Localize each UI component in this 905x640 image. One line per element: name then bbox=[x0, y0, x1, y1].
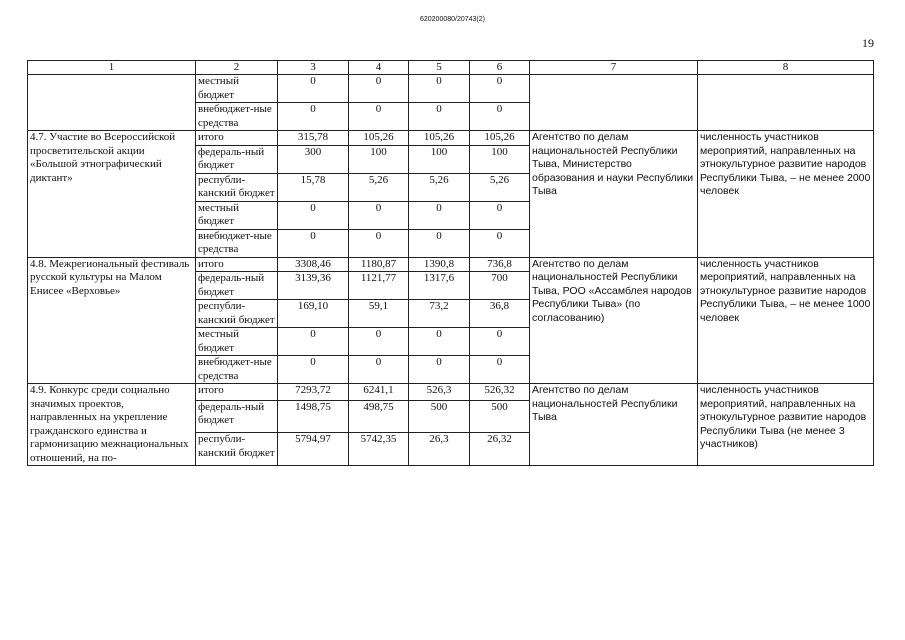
value-cell: 700 bbox=[470, 272, 530, 300]
value-cell: 105,26 bbox=[470, 131, 530, 146]
value-cell: 300 bbox=[278, 145, 349, 173]
value-cell: 500 bbox=[470, 400, 530, 433]
value-cell: 0 bbox=[470, 229, 530, 257]
value-cell: 736,8 bbox=[470, 257, 530, 272]
value-cell: 0 bbox=[409, 356, 470, 384]
executor-cell bbox=[530, 75, 698, 131]
value-cell: 105,26 bbox=[349, 131, 409, 146]
value-cell: 59,1 bbox=[349, 300, 409, 328]
funding-source-cell: республи-канский бюджет bbox=[196, 300, 278, 328]
value-cell: 0 bbox=[278, 356, 349, 384]
page-number: 19 bbox=[862, 36, 874, 50]
funding-source-cell: внебюджет-ные средства bbox=[196, 229, 278, 257]
column-header: 5 bbox=[409, 61, 470, 75]
value-cell: 0 bbox=[470, 103, 530, 131]
value-cell: 315,78 bbox=[278, 131, 349, 146]
value-cell: 0 bbox=[470, 201, 530, 229]
column-header: 3 bbox=[278, 61, 349, 75]
table-row bbox=[28, 257, 874, 272]
executor-cell: Агентство по делам национальностей Республики Тыва, РОО «Ассамблея народов Республики Тыва» (по согласованию) bbox=[530, 257, 698, 384]
value-cell: 0 bbox=[349, 103, 409, 131]
value-cell: 26,32 bbox=[470, 433, 530, 466]
funding-source-cell: республи-канский бюджет bbox=[196, 433, 278, 466]
funding-source-cell: республи-канский бюджет bbox=[196, 173, 278, 201]
funding-source-cell: федераль-ный бюджет bbox=[196, 272, 278, 300]
item-title-cell: 4.9. Конкурс среди социально значимых проектов, направленных на укрепление гражданского единства и гармонизацию межнациональных отношений, на по- bbox=[28, 384, 196, 466]
value-cell: 0 bbox=[349, 328, 409, 356]
document-id: 620200080/20743(2) bbox=[419, 16, 485, 23]
value-cell: 100 bbox=[349, 145, 409, 173]
value-cell: 105,26 bbox=[409, 131, 470, 146]
value-cell: 0 bbox=[278, 229, 349, 257]
value-cell: 1180,87 bbox=[349, 257, 409, 272]
column-header: 2 bbox=[196, 61, 278, 75]
result-cell: численность участников мероприятий, направленных на этнокультурное развитие народов Республики Тыва (не менее 3 участников) bbox=[698, 384, 874, 466]
value-cell: 0 bbox=[409, 103, 470, 131]
executor-cell: Агентство по делам национальностей Республики Тыва, Министерство образования и науки Республики Тыва bbox=[530, 131, 698, 258]
column-header: 1 bbox=[28, 61, 196, 75]
value-cell: 7293,72 bbox=[278, 384, 349, 401]
result-cell bbox=[698, 75, 874, 131]
funding-source-cell: внебюджет-ные средства bbox=[196, 103, 278, 131]
column-header: 7 bbox=[530, 61, 698, 75]
value-cell: 6241,1 bbox=[349, 384, 409, 401]
value-cell: 0 bbox=[470, 328, 530, 356]
value-cell: 0 bbox=[349, 75, 409, 103]
funding-source-cell: итого bbox=[196, 384, 278, 401]
column-header: 8 bbox=[698, 61, 874, 75]
result-cell: численность участников мероприятий, направленных на этнокультурное развитие народов Республики Тыва, – не менее 1000 человек bbox=[698, 257, 874, 384]
program-table bbox=[27, 60, 874, 466]
value-cell: 0 bbox=[470, 356, 530, 384]
funding-source-cell: федераль-ный бюджет bbox=[196, 400, 278, 433]
value-cell: 0 bbox=[278, 75, 349, 103]
value-cell: 0 bbox=[409, 201, 470, 229]
value-cell: 0 bbox=[278, 328, 349, 356]
column-header: 6 bbox=[470, 61, 530, 75]
funding-source-cell: местный бюджет bbox=[196, 328, 278, 356]
value-cell: 498,75 bbox=[349, 400, 409, 433]
funding-source-cell: итого bbox=[196, 131, 278, 146]
value-cell: 1390,8 bbox=[409, 257, 470, 272]
value-cell: 100 bbox=[470, 145, 530, 173]
value-cell: 0 bbox=[349, 229, 409, 257]
value-cell: 526,3 bbox=[409, 384, 470, 401]
value-cell: 0 bbox=[409, 328, 470, 356]
value-cell: 0 bbox=[470, 75, 530, 103]
value-cell: 5,26 bbox=[470, 173, 530, 201]
value-cell: 1498,75 bbox=[278, 400, 349, 433]
value-cell: 1121,77 bbox=[349, 272, 409, 300]
value-cell: 0 bbox=[349, 356, 409, 384]
result-cell: численность участников мероприятий, направленных на этнокультурное развитие народов Республики Тыва, – не менее 2000 человек bbox=[698, 131, 874, 258]
value-cell: 26,3 bbox=[409, 433, 470, 466]
item-title-cell bbox=[28, 75, 196, 131]
value-cell: 5,26 bbox=[409, 173, 470, 201]
table-row bbox=[28, 131, 874, 146]
value-cell: 100 bbox=[409, 145, 470, 173]
funding-source-cell: местный бюджет bbox=[196, 75, 278, 103]
value-cell: 73,2 bbox=[409, 300, 470, 328]
executor-cell: Агентство по делам национальностей Республики Тыва bbox=[530, 384, 698, 466]
value-cell: 526,32 bbox=[470, 384, 530, 401]
value-cell: 5794,97 bbox=[278, 433, 349, 466]
funding-source-cell: местный бюджет bbox=[196, 201, 278, 229]
funding-source-cell: итого bbox=[196, 257, 278, 272]
value-cell: 1317,6 bbox=[409, 272, 470, 300]
value-cell: 0 bbox=[278, 201, 349, 229]
value-cell: 5,26 bbox=[349, 173, 409, 201]
value-cell: 3139,36 bbox=[278, 272, 349, 300]
value-cell: 15,78 bbox=[278, 173, 349, 201]
value-cell: 0 bbox=[349, 201, 409, 229]
funding-source-cell: внебюджет-ные средства bbox=[196, 356, 278, 384]
value-cell: 0 bbox=[409, 75, 470, 103]
table-row bbox=[28, 75, 874, 103]
value-cell: 3308,46 bbox=[278, 257, 349, 272]
value-cell: 500 bbox=[409, 400, 470, 433]
funding-source-cell: федераль-ный бюджет bbox=[196, 145, 278, 173]
column-header: 4 bbox=[349, 61, 409, 75]
item-title-cell: 4.8. Межрегиональный фестиваль русской культуры на Малом Енисее «Верховье» bbox=[28, 257, 196, 384]
table-row bbox=[28, 384, 874, 401]
value-cell: 5742,35 bbox=[349, 433, 409, 466]
value-cell: 0 bbox=[278, 103, 349, 131]
value-cell: 36,8 bbox=[470, 300, 530, 328]
header-row bbox=[28, 61, 874, 75]
value-cell: 0 bbox=[409, 229, 470, 257]
value-cell: 169,10 bbox=[278, 300, 349, 328]
item-title-cell: 4.7. Участие во Всероссийской просветительской акции «Большой этнографический диктант» bbox=[28, 131, 196, 258]
